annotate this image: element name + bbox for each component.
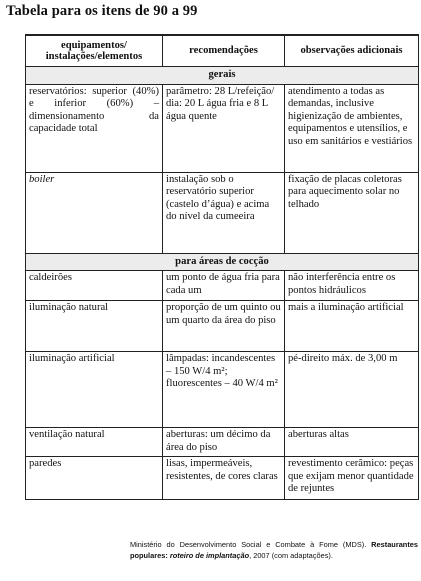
cell-observation: atendimento a todas as demandas, inclusive higienização de ambientes, equipamentos e utensílios, e uso em sanitários e vestiários (285, 84, 419, 172)
cell-recommendation: parâmetro: 28 L/refeição/ dia: 20 L água fria e 8 L água quente (163, 84, 285, 172)
citation-rest: , 2007 (com adaptações). (249, 550, 333, 560)
page-title: Tabela para os itens de 90 a 99 (6, 3, 198, 19)
cell-item: caldeirões (26, 271, 163, 301)
table-row (26, 428, 419, 457)
cell-observation: mais a iluminação artificial (285, 301, 419, 352)
cell-recommendation: proporção de um quinto ou um quarto da área do piso (163, 301, 285, 352)
table-header-row (26, 35, 419, 67)
table-row (26, 352, 419, 428)
section-row-gerais (26, 67, 419, 85)
cell-observation: não interferência entre os pontos hidráulicos (285, 271, 419, 301)
source-citation (130, 540, 418, 561)
table-row (26, 457, 419, 500)
cell-item: ventilação natural (26, 428, 163, 457)
cell-observation: pé-direito máx. de 3,00 m (285, 352, 419, 428)
cell-item: boiler (26, 172, 163, 253)
table-row (26, 84, 419, 172)
citation-author: Ministério do Desenvolvimento Social e Combate à Fome (MDS). (130, 540, 367, 549)
citation-work-title: Restaurantes populares: (130, 540, 418, 560)
cell-observation: aberturas altas (285, 428, 419, 457)
cell-observation: revestimento cerâmico: peças que exijam menor quantidade de rejuntes (285, 457, 419, 500)
cell-item: iluminação natural (26, 301, 163, 352)
column-header-recomendacoes: recomendações (163, 35, 285, 67)
cell-observation: fixação de placas coletoras para aquecimento solar no telhado (285, 172, 419, 253)
cell-item: iluminação artificial (26, 352, 163, 428)
cell-recommendation: lisas, impermeáveis, resistentes, de cores claras (163, 457, 285, 500)
cell-recommendation: lâmpadas: incandescentes – 150 W/4 m²; fluorescentes – 40 W/4 m² (163, 352, 285, 428)
column-header-equipamentos: equipamentos/ instalações/elementos (26, 35, 163, 67)
table-row (26, 271, 419, 301)
cell-recommendation: instalação sob o reservatório superior (castelo d’água) e acima do nível da cumeeira (163, 172, 285, 253)
table-row (26, 172, 419, 253)
section-row-coccao (26, 253, 419, 271)
cell-item: reservatórios: superior (40%) e inferior (60%) – dimensionamento da capacidade total (26, 84, 163, 172)
section-label: para áreas de cocção (26, 253, 419, 271)
table-row (26, 301, 419, 352)
section-label: gerais (26, 67, 419, 85)
citation-work-subtitle: roteiro de implantação (169, 550, 250, 560)
column-header-observacoes: observações adicionais (285, 35, 419, 67)
items-table (25, 34, 419, 500)
cell-recommendation: aberturas: um décimo da área do piso (163, 428, 285, 457)
cell-recommendation: um ponto de água fria para cada um (163, 271, 285, 301)
cell-item: paredes (26, 457, 163, 500)
